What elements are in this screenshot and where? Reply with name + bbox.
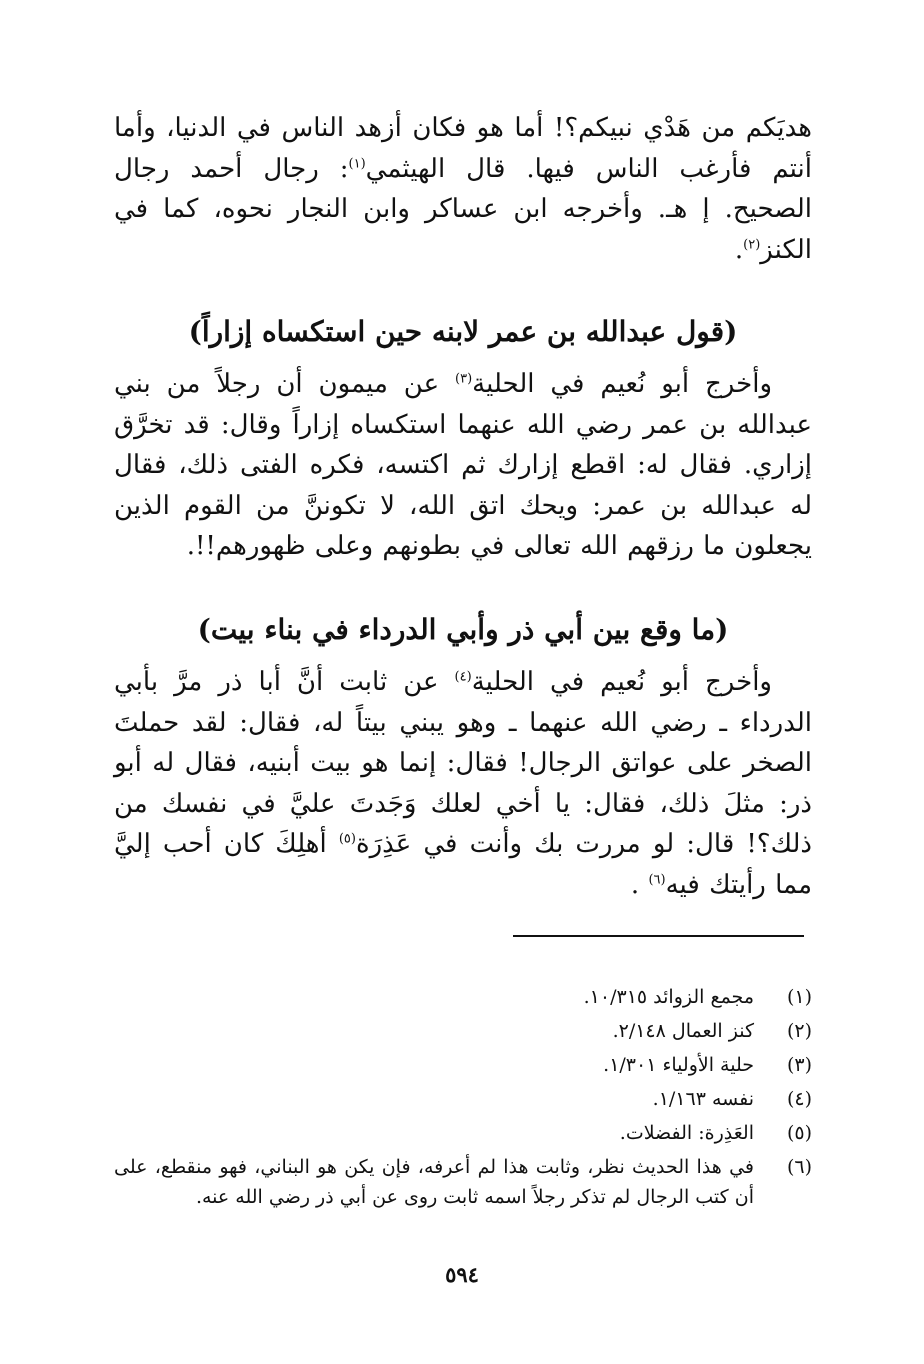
footnote-separator — [513, 935, 804, 937]
footnote-marker: (٦) — [648, 871, 666, 887]
section-heading: (ما وقع بين أبي ذر وأبي الدرداء في بناء بيت) — [197, 613, 729, 646]
footnote-marker: (٢) — [743, 236, 761, 252]
paragraph-text: عن ثابت أنَّ أبا ذر مرَّ بأبي الدرداء ـ رضي الله عنهما ـ وهو يبني بيتاً له، فقال: لقد حملتَ الصخر على عواتق الرجال! فقال: إنما هو بيت أبنيه، فقال له أبو ذر: مثلَ ذلك، فقال: يا أخي لعلك وَجَدتَ عليَّ في نفسك من ذلك؟! قال: لو مررت بك وأنت في عَذِرَة — [114, 667, 812, 859]
footnote-text: كنز العمال ٢/١٤٨. — [612, 1020, 754, 1042]
paragraph-text: . — [630, 869, 649, 900]
footnote-item — [114, 1116, 812, 1150]
paragraph-text: وأخرج أبو نُعيم في الحلية — [471, 667, 772, 697]
footnote-text: في هذا الحديث نظر، وثابت هذا لم أعرفه، فإن يكن هو البناني، فهو منقطع، على أن كتب الرجال لم تذكر رجلاً اسمه ثابت روى عن أبي ذر رضي الله عنه. — [114, 1156, 754, 1208]
footnote-marker: (٥) — [338, 831, 356, 847]
footnote-number: (٤) — [786, 1088, 812, 1110]
footnote-marker: (٣) — [455, 371, 473, 387]
paragraph-text: عن ميمون أن رجلاً من بني عبدالله بن عمر رضي الله عنهما استكساه إزاراً وقال: قد تخرَّق إزاري. فقال له: اقطع إزارك ثم اكتسه، فكره الفتى ذلك، فقال له عبدالله بن عمر: ويحك اتق الله، لا تكوننَّ من القوم الذين يجعلون ما رزقهم الله تعالى في بطونهم وعلى ظهورهم!!. — [114, 369, 812, 561]
paragraph-text: . — [734, 234, 744, 265]
paragraph-text: أهلِكَ كان أحب إليَّ مما رأيتك فيه — [114, 829, 812, 900]
footnote-number: (٥) — [786, 1122, 812, 1144]
footnote-number: (١) — [786, 986, 812, 1008]
footnote-item — [114, 1048, 812, 1082]
paragraph-continuation — [114, 108, 812, 270]
footnote-item — [114, 980, 812, 1014]
paragraph-text: : رجال أحمد رجال الصحيح. إ هـ. وأخرجه ابن عساكر وابن النجار نحوه، كما في الكنز — [114, 153, 812, 265]
paragraph-abu-dharr — [114, 662, 812, 905]
footnote-item — [114, 1014, 812, 1048]
section-heading: (قول عبدالله بن عمر لابنه حين استكساه إزاراً) — [188, 315, 738, 348]
paragraph-text: وأخرج أبو نُعيم في الحلية — [472, 369, 773, 399]
footnote-text: حلية الأولياء ١/٣٠١. — [603, 1054, 754, 1076]
footnote-marker: (٤) — [454, 669, 472, 685]
paragraph-text: هديَكم من هَدْي نبيكم؟! أما هو فكان أزهد الناس في الدنيا، وأما أنتم فأرغب الناس فيها. قال الهيثمي — [114, 113, 813, 184]
footnote-number: (٢) — [786, 1020, 812, 1042]
page-number: ٥٩٤ — [445, 1262, 479, 1287]
footnotes-list — [114, 980, 812, 1212]
footnote-text: مجمع الزوائد ١٠/٣١٥. — [583, 986, 754, 1008]
footnote-number: (٦) — [786, 1156, 812, 1178]
footnote-item — [114, 1150, 812, 1212]
footnote-text: العَذِرة: الفضلات. — [619, 1122, 754, 1144]
footnote-marker: (١) — [348, 155, 366, 171]
footnote-number: (٣) — [786, 1054, 812, 1076]
footnote-text: نفسه ١/١٦٣. — [652, 1088, 754, 1110]
footnote-item — [114, 1082, 812, 1116]
paragraph-ibn-umar — [114, 364, 812, 567]
